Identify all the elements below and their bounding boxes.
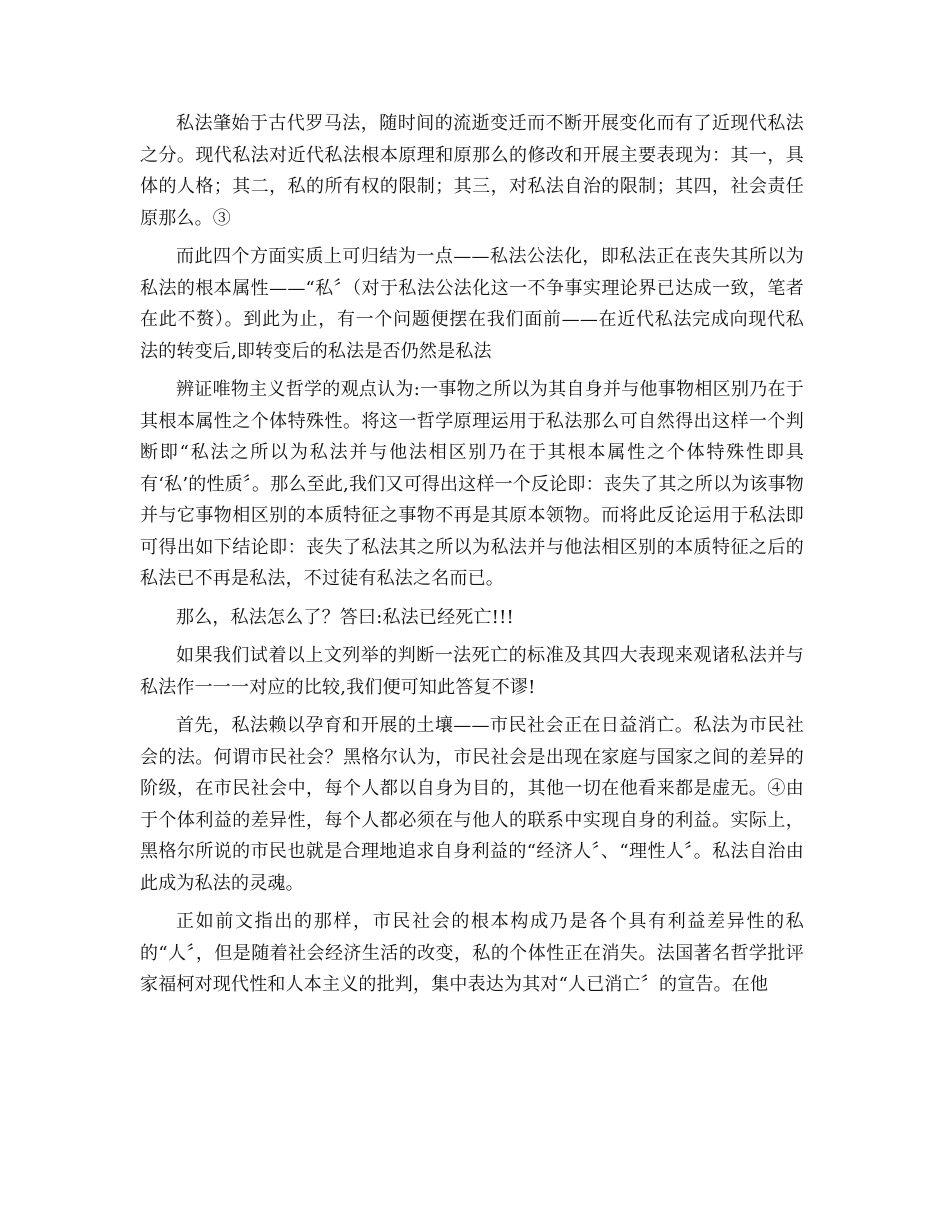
document-body bbox=[140, 108, 804, 1008]
paragraph-question-answer: 那么，私法怎么了？答曰:私法已经死亡!!! bbox=[176, 606, 514, 628]
paragraph-individuality: 正如前文指出的那样，市民社会的根本构成乃是各个具有利益差异性的私的“人〞，但是随着社会经济生活的改变，私的个体性正在消失。法国著名哲学批评家福柯对现代性和人本主义的批判，集中表达为其对“人已消亡〞的宣告。在他 bbox=[140, 911, 804, 995]
paragraph-publicization: 而此四个方面实质上可归结为一点——私法公法化，即私法正在丧失其所以为私法的根本属性——“私〞（对于私法公法化这一不争事实理论界已达成一致，笔者在此不赘）。到此为止，有一个问题便摆在我们面前——在近代私法完成向现代私法的转变后,即转变后的私法是否仍然是私法 bbox=[140, 246, 804, 362]
paragraph-private-law-origin: 私法肇始于古代罗马法，随时间的流逝变迁而不断开展变化而有了近现代私法之分。现代私法对近代私法根本原理和原那么的修改和开展主要表现为：其一，具体的人格；其二，私的所有权的限制；其三，对私法自治的限制；其四，社会责任原那么。③ bbox=[140, 113, 804, 229]
paragraph-comparison: 如果我们试着以上文列举的判断一法死亡的标准及其四大表现来观诸私法并与私法作一一一对应的比较,我们便可知此答复不谬! bbox=[140, 645, 804, 698]
paragraph-dialectics: 辨证唯物主义哲学的观点认为:一事物之所以为其自身并与他事物相区别乃在于其根本属性之个体特殊性。将这一哲学原理运用于私法那么可自然得出这样一个判断即“私法之所以为私法并与他法相区别乃在于其根本属性之个体特殊性即具有‘私’的性质〞。那么至此,我们又可得出这样一个反论即：丧失了其之所以为该事物并与它事物相区别的本质特征之事物不再是其原本领物。而将此反论运用于私法即可得出如下结论即：丧失了私法其之所以为私法并与他法相区别的本质特征之后的私法已不再是私法，不过徒有私法之名而已。 bbox=[140, 379, 804, 589]
paragraph-civil-society: 首先，私法赖以孕育和开展的土壤——市民社会正在日益消亡。私法为市民社会的法。何谓市民社会？黑格尔认为，市民社会是出现在家庭与国家之间的差异的阶级，在市民社会中，每个人都以自身为目的，其他一切在他看来都是虚无。④由于个体利益的差异性，每个人都必须在与他人的联系中实现自身的利益。实际上，黑格尔所说的市民也就是合理地追求自身利益的“经济人〞、“理性人〞。私法自治由此成为私法的灵魂。 bbox=[140, 715, 804, 894]
